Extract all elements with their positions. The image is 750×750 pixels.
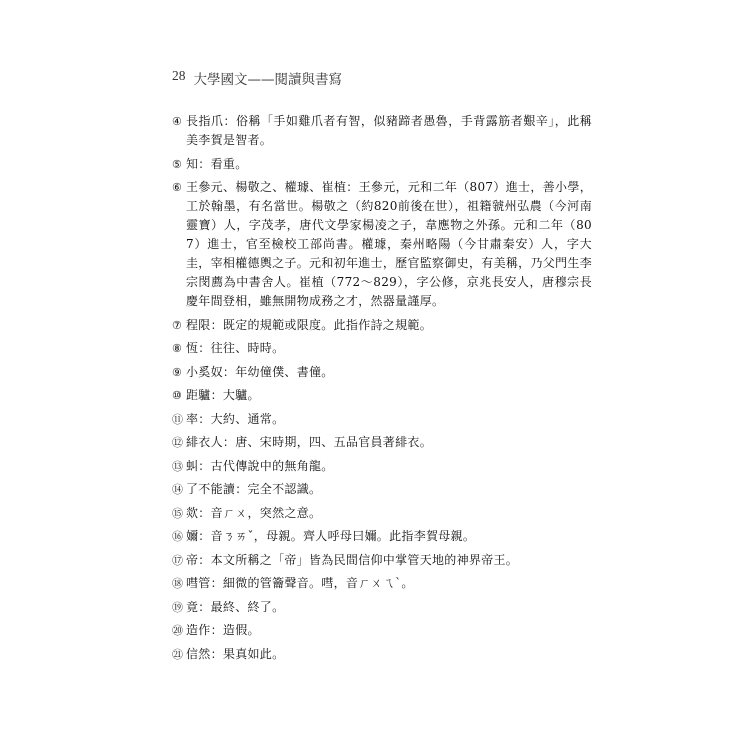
footnote-text: 距驢：大驢。 bbox=[186, 388, 260, 402]
footnote-number: ⑧ bbox=[172, 342, 182, 355]
footnote-text: 竟：最終、終了。 bbox=[186, 599, 285, 614]
footnote-text: 緋衣人：唐、宋時期，四、五品官員著緋衣。 bbox=[186, 435, 433, 449]
footnote bbox=[172, 645, 592, 664]
footnote-number: ⑪ bbox=[172, 412, 183, 426]
footnote-number: ⑱ bbox=[172, 577, 183, 590]
footnote-number: ⑦ bbox=[172, 318, 182, 332]
footnote-number: ⑥ bbox=[172, 181, 182, 194]
book-title: 大學國文——閱讀與書寫 bbox=[193, 72, 342, 88]
footnote-number: ⑲ bbox=[172, 600, 183, 614]
footnote bbox=[172, 386, 592, 405]
footnote-text: 長指爪：俗稱「手如雞爪者有智，似豬蹄者愚魯，手背露筋者艱辛」，此稱美李賀是智者。 bbox=[186, 114, 592, 147]
footnote bbox=[172, 621, 592, 640]
footnote-text: 嘒管：細微的管籥聲音。嘒，音ㄏㄨㄟˋ。 bbox=[186, 576, 414, 590]
footnote bbox=[172, 574, 592, 593]
footnote bbox=[172, 112, 592, 150]
footnote bbox=[172, 155, 592, 174]
footnote bbox=[172, 457, 592, 476]
footnote-list bbox=[172, 112, 592, 673]
footnote-text: 帝：本文所稱之「帝」皆為民間信仰中掌管天地的神界帝王。 bbox=[186, 552, 519, 567]
footnote-text: 王參元、楊敬之、權璩、崔植：王參元，元和二年（807）進士，善小學，工於翰墨，有名當世。楊敬之（約820前後在世），祖籍虢州弘農（今河南靈寶）人，字茂孝，唐代文學家楊凌之子，韋應物之外孫。元和二年（807）進士，官至檢校工部尚書。權璩，秦州略陽（今甘肅秦安）人，字大圭，宰相權德輿之子。元和初年進士，歷官監察御史，有美稱，乃父門生李宗閔薦為中書舍人。崔植（772～829），字公修，京兆長安人，唐穆宗長慶年間登相，雖無開物成務之才，然器量謹厚。 bbox=[186, 180, 592, 308]
footnote-text: 知：看重。 bbox=[186, 156, 248, 171]
footnote-text: 嬭：音ㄋㄞˇ，母親。齊人呼母曰嬭。此指李賀母親。 bbox=[186, 529, 476, 543]
footnote bbox=[172, 433, 592, 452]
footnote bbox=[172, 551, 592, 570]
footnote-text: 虯：古代傳說中的無角龍。 bbox=[186, 458, 334, 473]
footnote-number: ④ bbox=[172, 115, 182, 128]
footnote bbox=[172, 410, 592, 429]
footnote bbox=[172, 480, 592, 499]
footnote bbox=[172, 504, 592, 523]
footnote bbox=[172, 527, 592, 546]
footnote bbox=[172, 598, 592, 617]
footnote-text: 信然：果真如此。 bbox=[186, 646, 285, 661]
footnote-text: 小奚奴：年幼僮僕、書僮。 bbox=[186, 364, 334, 379]
footnote bbox=[172, 178, 592, 311]
footnote-text: 造作：造假。 bbox=[186, 623, 260, 637]
footnote-number: ⑮ bbox=[172, 506, 183, 520]
footnote-text: 恆：往往、時時。 bbox=[186, 341, 285, 355]
footnote-number: ⑭ bbox=[172, 483, 183, 496]
page-number: 28 bbox=[172, 68, 186, 83]
footnote-text: 程限：既定的規範或限度。此指作詩之規範。 bbox=[186, 317, 433, 332]
footnote-number: ⑰ bbox=[172, 553, 183, 567]
footnote-number: ⑬ bbox=[172, 459, 183, 473]
footnote-number: ⑯ bbox=[172, 530, 183, 543]
footnote bbox=[172, 339, 592, 358]
footnote bbox=[172, 363, 592, 382]
footnote-number: ㉑ bbox=[172, 647, 183, 661]
footnote-number: ⑨ bbox=[172, 365, 182, 379]
footnote-number: ⑳ bbox=[172, 624, 183, 637]
footnote-text: 了不能讀：完全不認識。 bbox=[186, 482, 322, 496]
footnote-number: ⑫ bbox=[172, 436, 183, 449]
footnote bbox=[172, 316, 592, 335]
footnote-number: ⑤ bbox=[172, 157, 182, 171]
running-header bbox=[172, 68, 342, 88]
footnote-text: 率：大約、通常。 bbox=[186, 411, 285, 426]
footnote-text: 欻：音ㄏㄨ，突然之意。 bbox=[186, 505, 322, 520]
footnote-number: ⑩ bbox=[172, 389, 182, 402]
